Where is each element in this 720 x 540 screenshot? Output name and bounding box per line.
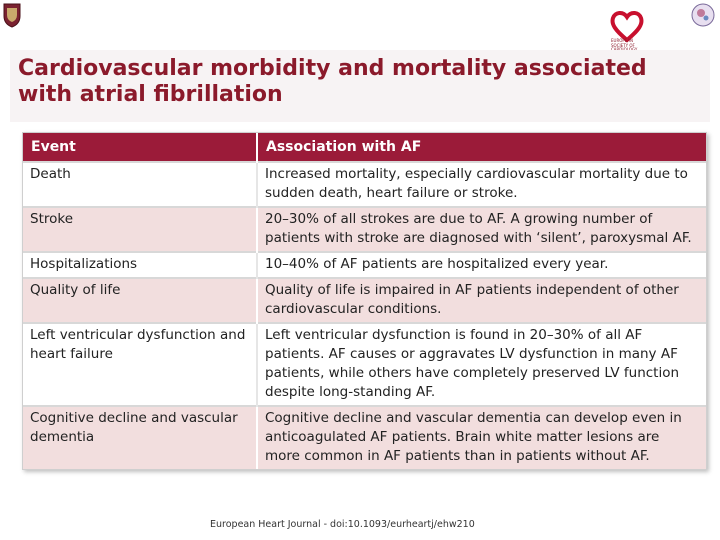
event-cell: Quality of life bbox=[23, 278, 257, 323]
table-row bbox=[23, 323, 706, 406]
header-event: Event bbox=[23, 133, 257, 162]
association-cell: 10–40% of AF patients are hospitalized every year. bbox=[257, 252, 706, 278]
cell-illustration-icon bbox=[690, 2, 716, 28]
table-row bbox=[23, 406, 706, 469]
citation: European Heart Journal - doi:10.1093/eurheartj/ehw210 bbox=[210, 519, 475, 530]
event-cell: Stroke bbox=[23, 207, 257, 252]
association-cell: Quality of life is impaired in AF patients independent of other cardiovascular conditions. bbox=[257, 278, 706, 323]
table-header-row bbox=[23, 133, 706, 162]
table-row bbox=[23, 278, 706, 323]
table-row bbox=[23, 207, 706, 252]
esc-logo-text: EUROPEAN SOCIETY OF bbox=[611, 38, 635, 48]
header-association: Association with AF bbox=[257, 133, 706, 162]
association-cell: Cognitive decline and vascular dementia can develop even in anticoagulated AF patients. Brain white matter lesions are more common in AF patients than in patients without AF. bbox=[257, 406, 706, 469]
table-row bbox=[23, 162, 706, 207]
af-morbidity-table bbox=[22, 132, 707, 470]
association-cell: Increased mortality, especially cardiovascular mortality due to sudden death, heart failure or stroke. bbox=[257, 162, 706, 207]
table-row bbox=[23, 252, 706, 278]
event-cell: Death bbox=[23, 162, 257, 207]
association-cell: 20–30% of all strokes are due to AF. A growing number of patients with stroke are diagnosed with ‘silent’, paroxysmal AF. bbox=[257, 207, 706, 252]
event-cell: Cognitive decline and vascular dementia bbox=[23, 406, 257, 469]
slide-title: Cardiovascular morbidity and mortality associated with atrial fibrillation bbox=[18, 56, 647, 107]
event-cell: Left ventricular dysfunction and heart failure bbox=[23, 323, 257, 406]
association-cell: Left ventricular dysfunction is found in 20–30% of all AF patients. AF causes or aggravates LV dysfunction in many AF patients, while others have completely preserved LV function despite long-standing AF. bbox=[257, 323, 706, 406]
table bbox=[23, 133, 706, 469]
university-crest-icon bbox=[2, 2, 22, 28]
event-cell: Hospitalizations bbox=[23, 252, 257, 278]
